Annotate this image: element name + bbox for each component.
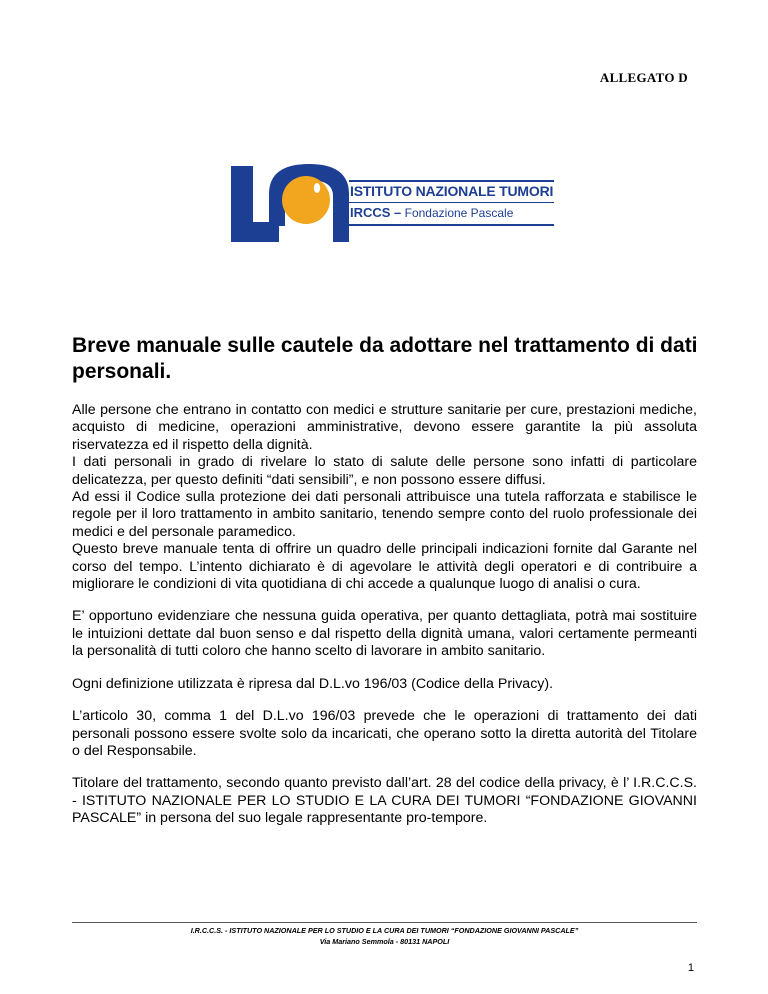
institute-logo xyxy=(229,160,554,244)
body-paragraph: Ad essi il Codice sulla protezione dei dati personali attribuisce una tutela rafforzata e stabilisce le regole per il loro trattamento in ambito sanitario, tenendo sempre conto del ruolo professionale dei medici e del personale paramedico. xyxy=(72,489,697,540)
attachment-label: ALLEGATO D xyxy=(599,70,688,85)
logo-orange-circle xyxy=(282,176,330,224)
footer-address: Via Mariano Semmola - 80131 NAPOLI xyxy=(319,937,450,946)
page-number: 1 xyxy=(687,962,694,974)
body-paragraph: Alle persone che entrano in contatto con medici e strutture sanitarie per cure, prestazioni mediche, acquisto di medicine, operazioni amministrative, devono essere garantite la più assoluta riservatezza ed il rispetto della dignità. xyxy=(72,402,697,453)
logo-rule-bottom xyxy=(349,224,554,226)
body-paragraph: E’ opportuno evidenziare che nessuna guida operativa, per quanto dettagliata, potrà mai sostituire le intuizioni dettate dal buon senso e dal rispetto della dignità umana, valori certamente permeanti la personalità di tutti coloro che hanno scelto di lavorare in ambito sanitario. xyxy=(72,608,697,660)
logo-rule-middle xyxy=(349,202,554,203)
body-paragraph: L’articolo 30, comma 1 del D.L.vo 196/03 prevede che le operazioni di trattamento dei dati personali possono essere svolte solo da incaricati, che operano sotto la diretta autorità del Titolare o del Responsabile. xyxy=(72,708,697,759)
logo-title: ISTITUTO NAZIONALE TUMORI xyxy=(350,183,554,199)
logo-subtitle xyxy=(350,205,513,220)
logo-mark-icon xyxy=(229,160,349,244)
body-paragraph: Titolare del trattamento, secondo quanto previsto dall’art. 28 del codice della privacy, è l’ I.R.C.C.S. - ISTITUTO NAZIONALE PER LO STUDIO E LA CURA DEI TUMORI “FONDAZIONE GIOVANNI PASCALE” in persona del suo legale rappresentante pro-tempore. xyxy=(72,775,697,827)
logo-highlight xyxy=(314,183,320,193)
body-paragraph: Ogni definizione utilizzata è ripresa dal D.L.vo 196/03 (Codice della Privacy). xyxy=(72,675,554,692)
footer-institute: I.R.C.C.S. - ISTITUTO NAZIONALE PER LO STUDIO E LA CURA DEI TUMORI “FONDAZIONE GIOVANNI PASCALE” xyxy=(190,926,579,935)
body-paragraph: I dati personali in grado di rivelare lo stato di salute delle persone sono infatti di particolare delicatezza, per questo definiti “dati sensibili”, e non possono essere diffusi. xyxy=(72,454,697,488)
logo-subtitle-bold: IRCCS – xyxy=(350,205,402,220)
document-body xyxy=(72,402,697,828)
logo-subtitle-rest: Fondazione Pascale xyxy=(401,206,514,220)
footer-divider xyxy=(72,922,697,923)
logo-rule-top xyxy=(349,180,554,182)
body-paragraph: Questo breve manuale tenta di offrire un quadro delle principali indicazioni fornite dal Garante nel corso del tempo. L’intento dichiarato è di agevolare le attività degli operatori e di contribuire a migliorare le condizioni di vita quotidiana di chi accede a qualunque luogo di analisi o cura. xyxy=(72,541,697,593)
document-title: Breve manuale sulle cautele da adottare nel trattamento di dati personali. xyxy=(72,334,698,383)
